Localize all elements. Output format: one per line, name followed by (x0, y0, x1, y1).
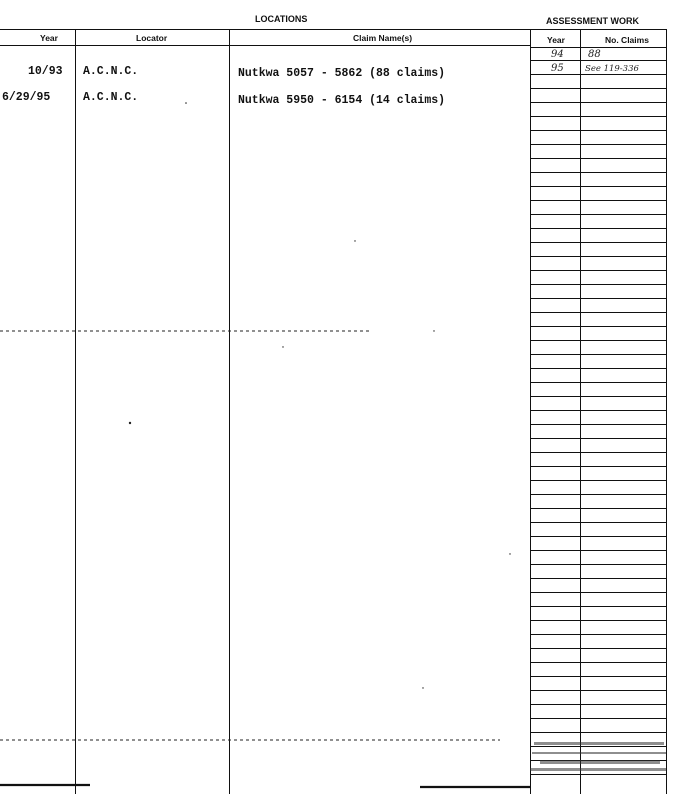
col-locator-header: Locator (136, 33, 168, 43)
location-row-1-year: 10/93 (28, 65, 63, 78)
location-row-2-claims: Nutkwa 5950 - 6154 (14 claims) (238, 94, 446, 107)
assessment-row-1-year: 94 (551, 49, 564, 60)
assessment-row-2-no-claims: See 119-336 (585, 64, 639, 74)
location-row-1-claims: Nutkwa 5057 - 5862 (88 claims) (238, 67, 446, 80)
assessment-row-2-year: 95 (551, 63, 564, 74)
col-aw-year-header: Year (547, 35, 565, 45)
col-year-header: Year (40, 33, 58, 43)
col-aw-no-claims-header: No. Claims (605, 35, 649, 45)
col-claim-names-header: Claim Name(s) (353, 33, 413, 43)
assessment-row-1-no-claims: 88 (588, 49, 601, 60)
location-row-2-locator: A.C.N.C. (83, 91, 139, 104)
location-row-2-year: 6/29/95 (2, 91, 51, 104)
assessment-work-title: ASSESSMENT WORK (546, 16, 640, 26)
locations-title: LOCATIONS (255, 14, 308, 24)
location-row-1-locator: A.C.N.C. (83, 65, 139, 78)
